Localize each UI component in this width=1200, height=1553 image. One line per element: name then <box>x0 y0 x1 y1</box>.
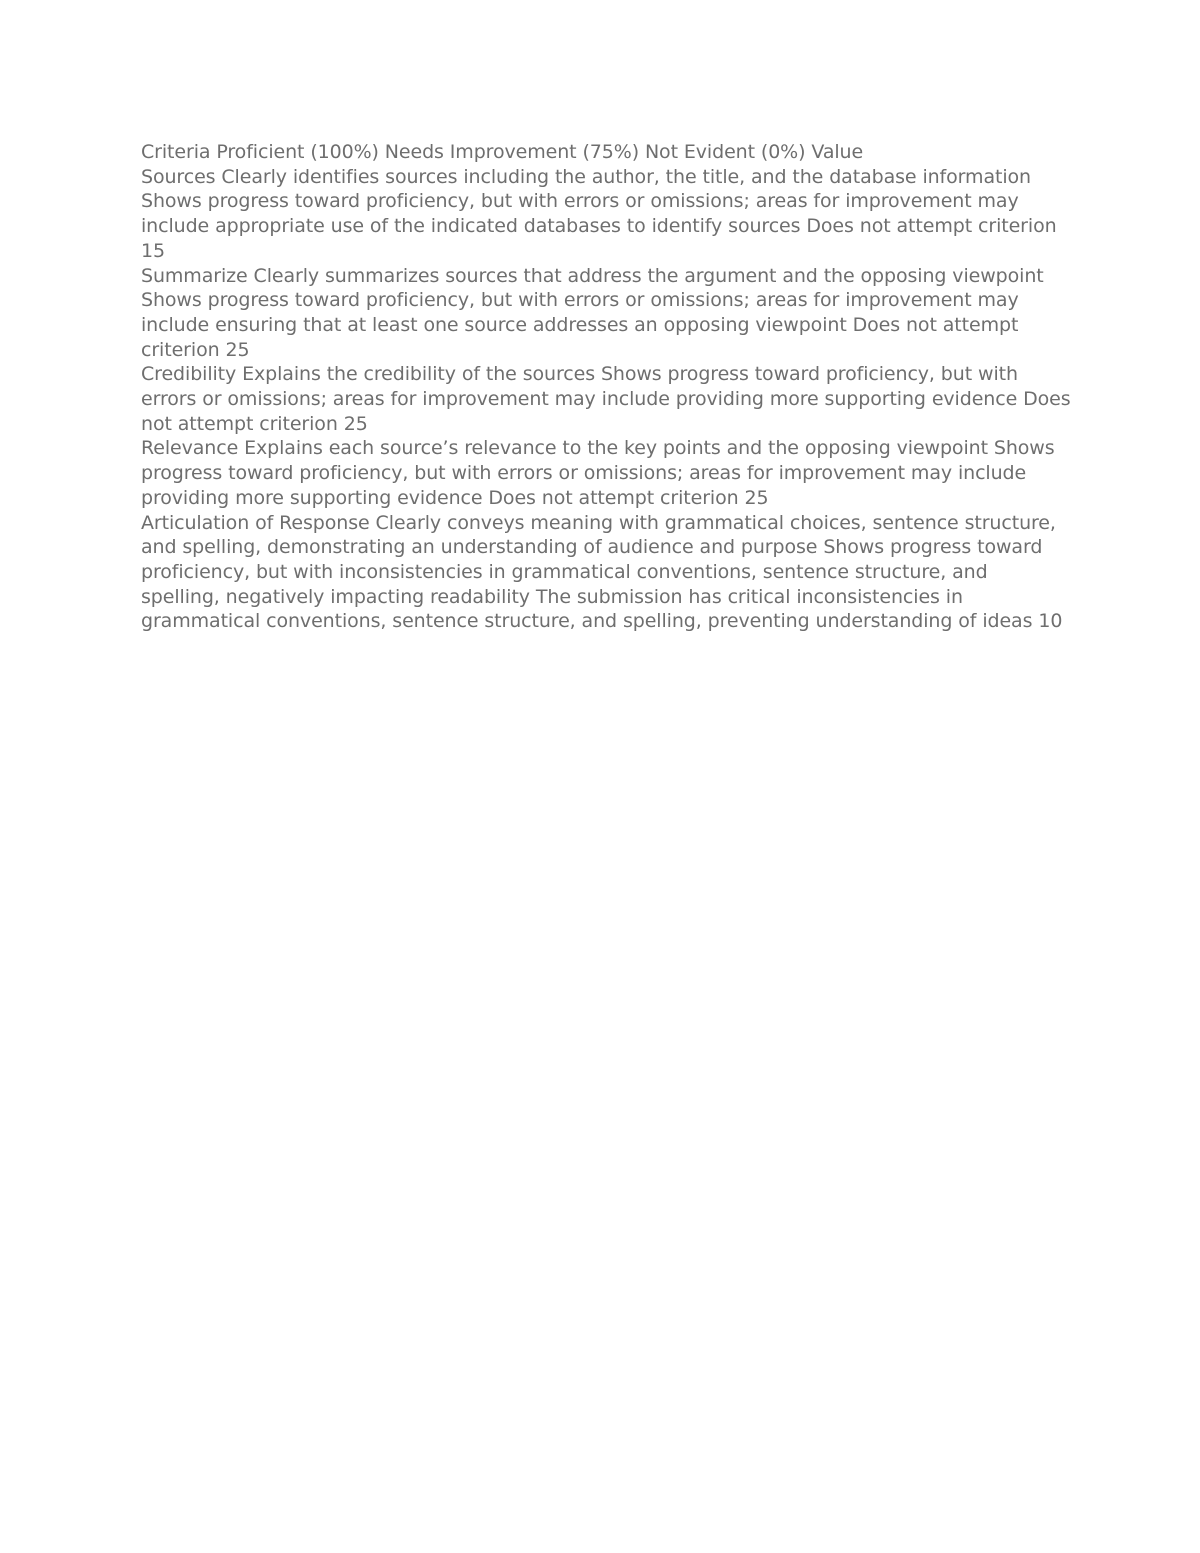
rubric-header-line: Criteria Proficient (100%) Needs Improvement (75%) Not Evident (0%) Value <box>141 141 864 163</box>
rubric-text-body <box>141 140 1071 634</box>
rubric-row-credibility: Credibility Explains the credibility of the sources Shows progress toward proficiency, but with errors or omissions; areas for improvement may include providing more supporting evidence Does not attempt criterion 25 <box>141 363 1071 435</box>
rubric-row-articulation: Articulation of Response Clearly conveys meaning with grammatical choices, sentence structure, and spelling, demonstrating an understanding of audience and purpose Shows progress toward proficiency, but with inconsistencies in grammatical conventions, sentence structure, and spelling, negatively impacting readability The submission has critical inconsistencies in grammatical conventions, sentence structure, and spelling, preventing understanding of ideas 10 <box>141 511 1063 633</box>
rubric-row-summarize: Summarize Clearly summarizes sources that address the argument and the opposing viewpoint Shows progress toward proficiency, but with errors or omissions; areas for improvement may include ensuring that at least one source addresses an opposing viewpoint Does not attempt criterion 25 <box>141 264 1044 361</box>
rubric-row-sources: Sources Clearly identifies sources including the author, the title, and the database information Shows progress toward proficiency, but with errors or omissions; areas for improvement may include appropriate use of the indicated databases to identify sources Does not attempt criterion 15 <box>141 165 1057 262</box>
rubric-row-relevance: Relevance Explains each source’s relevance to the key points and the opposing viewpoint Shows progress toward proficiency, but with errors or omissions; areas for improvement may include providing more supporting evidence Does not attempt criterion 25 <box>141 437 1055 509</box>
